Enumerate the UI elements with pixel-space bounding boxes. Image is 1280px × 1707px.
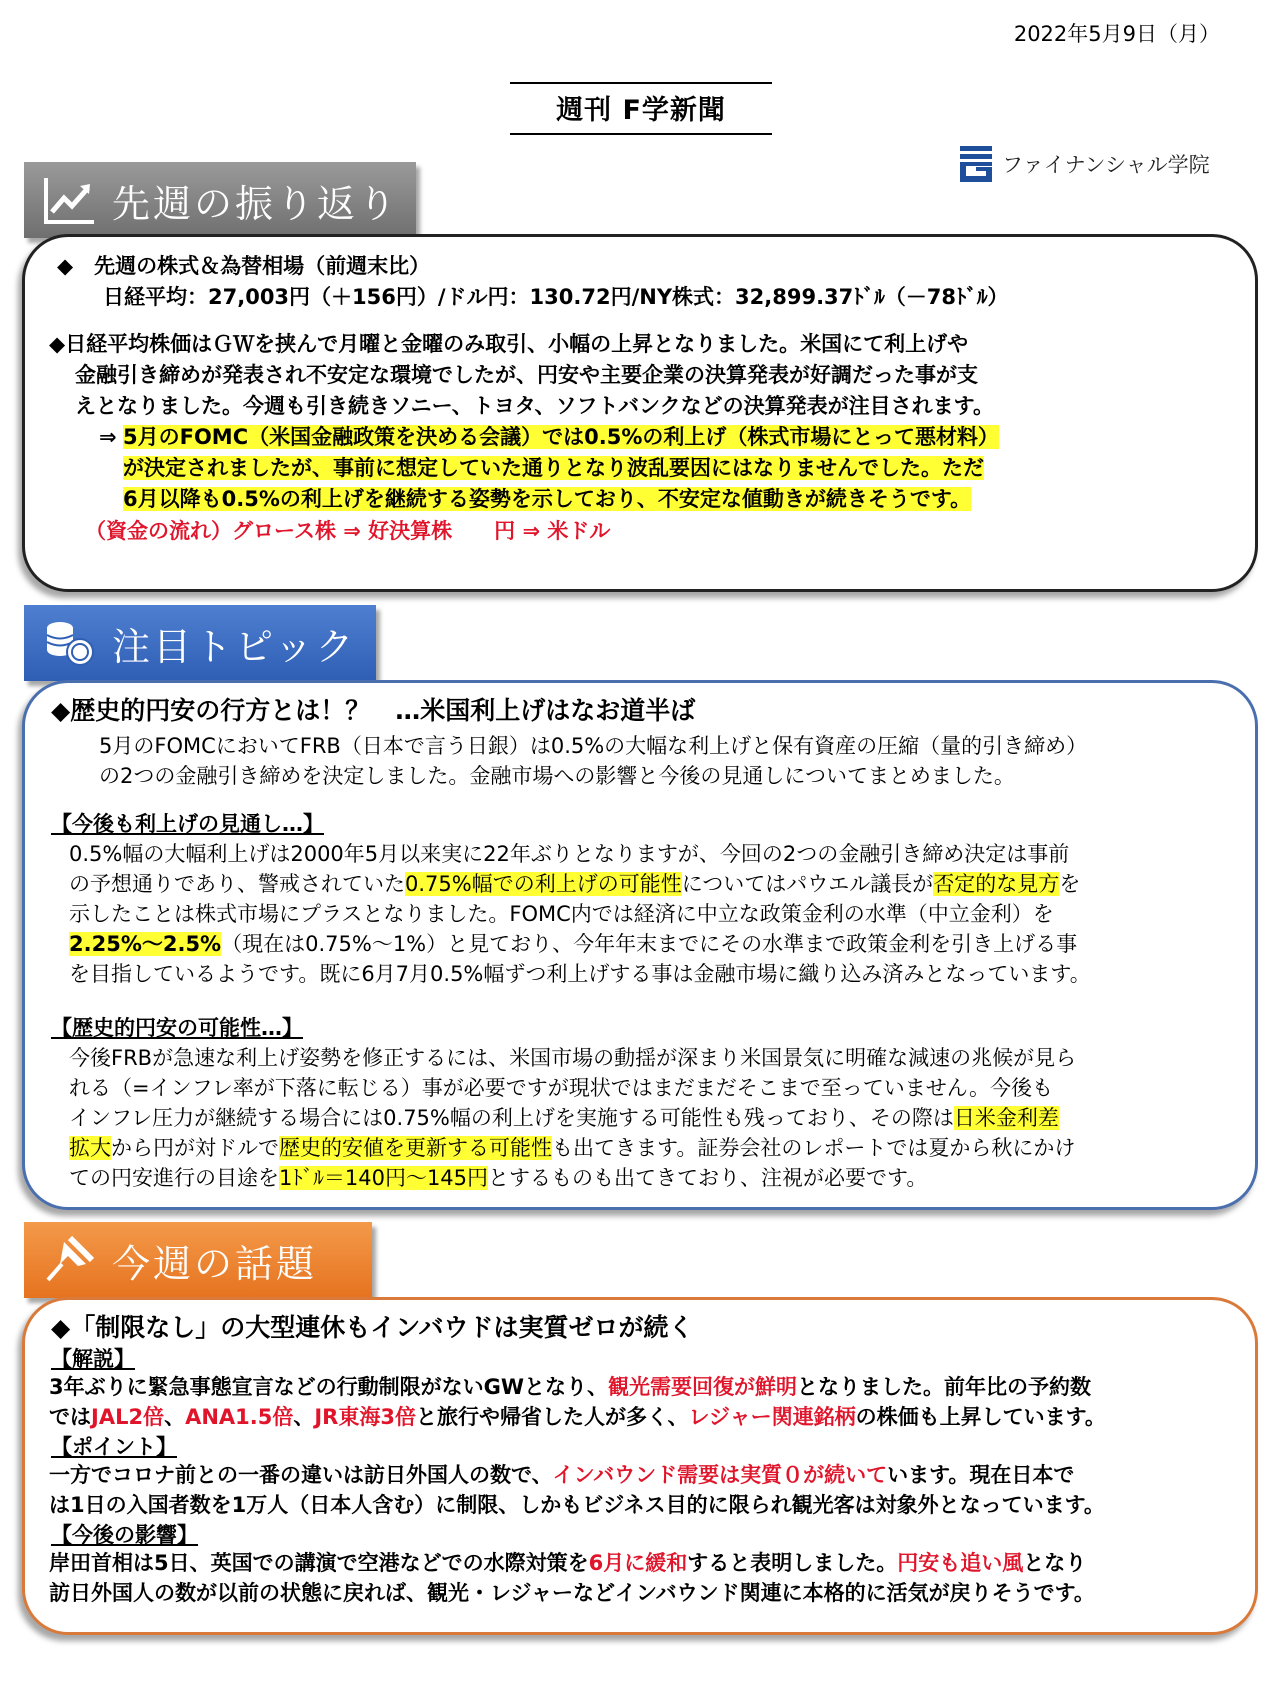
weekly-para-line: 訪日外国人の数が以前の状態に戻れば、観光・レジャーなどインバウンド関連に本格的に活気が戻りそうです。	[49, 1581, 1095, 1605]
weekly-para-line: は1日の入国者数を1万人（日本人含む）に制限、しかもビジネス目的に限られ観光客は対象外となっています。	[49, 1493, 1105, 1517]
pushpin-icon	[38, 1234, 102, 1286]
section-title: 今週の話題	[112, 1241, 318, 1286]
newspaper-title: 週刊 F学新聞	[510, 82, 772, 135]
weekly-para-line: ではJAL2倍、ANA1.5倍、JR東海3倍と旅行や帰省した人が多く、レジャー関連銘柄の株価も上昇しています。	[49, 1405, 1106, 1429]
section-header-weekly	[24, 1222, 372, 1298]
topic-intro-line: の2つの金融引き締めを決定しました。金融市場への影響と今後の見通しについてまとめました。	[99, 764, 1015, 788]
market-heading: ◆ 先週の株式＆為替相場（前週末比）	[57, 254, 431, 278]
topic-box	[22, 680, 1258, 1210]
review-paragraph-line: 金融引き締めが発表され不安定な環境でしたが、円安や主要企業の決算発表が好調だった事が支	[75, 363, 978, 387]
topic-subheading: 【今後も利上げの見通し…】	[51, 812, 324, 836]
company-logo	[958, 144, 1210, 184]
review-paragraph-line: ◆日経平均株価はＧＷを挟んで月曜と金曜のみ取引、小幅の上昇となりました。米国にて利上げや	[49, 332, 969, 356]
weekly-para-line: 一方でコロナ前との一番の違いは訪日外国人の数で、インバウンド需要は実質０が続いています。現在日本で	[49, 1463, 1075, 1487]
issue-date: 2022年5月9日（月）	[1013, 22, 1220, 46]
weekly-subheading: 【今後の影響】	[51, 1523, 198, 1547]
section-header-topic	[24, 605, 376, 681]
section-header-review	[24, 162, 416, 238]
section-title: 先週の振り返り	[112, 181, 400, 226]
topic-subheading: 【歴史的円安の可能性…】	[51, 1016, 303, 1040]
review-note-line: 5月のFOMC（米国金融政策を決める会議）では0.5%の利上げ（株式市場にとって悪材料）	[123, 425, 999, 449]
review-note-line: 6月以降も0.5%の利上げを継続する姿勢を示しており、不安定な値動きが続きそうです。	[123, 487, 972, 511]
market-values: 日経平均：27,003円（＋156円）/ドル円：130.72円/NY株式：32,899.37ﾄﾞﾙ（－78ﾄﾞﾙ）	[103, 285, 1009, 309]
topic-para-line: れる（=インフレ率が下落に転じる）事が必要ですが現状ではまだまだそこまで至っていません。今後も	[69, 1076, 1054, 1100]
weekly-box	[22, 1297, 1258, 1635]
review-paragraph-line: えとなりました。今週も引き続きソニー、トヨタ、ソフトバンクなどの決算発表が注目されます。	[75, 394, 994, 418]
topic-headline: ◆歴史的円安の行方とは！？ …米国利上げはなお道半ば	[51, 696, 696, 725]
weekly-headline: ◆「制限なし」の大型連休もインバウドは実質ゼロが続く	[51, 1313, 694, 1342]
chart-up-icon	[38, 174, 102, 226]
topic-para-line: 2.25%～2.5%（現在は0.75%～1%）と見ており、今年年末までにその水準まで政策金利を引き上げる事	[69, 932, 1078, 956]
weekly-para-line: 3年ぶりに緊急事態宣言などの行動制限がないGWとなり、観光需要回復が鮮明となりました。前年比の予約数	[49, 1375, 1092, 1399]
logo-mark-icon	[958, 144, 994, 184]
topic-para-line: 0.5%幅の大幅利上げは2000年5月以来実に22年ぶりとなりますが、今回の2つの金融引き締め決定は事前	[69, 842, 1070, 866]
topic-para-line: インフレ圧力が継続する場合には0.75%幅の利上げを実施する可能性も残っており、その際は日米金利差	[69, 1106, 1059, 1130]
topic-para-line: ての円安進行の目途を1ﾄﾞﾙ＝140円～145円とするものも出てきており、注視が必要です。	[69, 1166, 928, 1190]
weekly-subheading: 【ポイント】	[51, 1435, 177, 1459]
topic-para-line: 示したことは株式市場にプラスとなりました。FOMC内では経済に中立な政策金利の水準（中立金利）を	[69, 902, 1054, 926]
review-box	[22, 234, 1258, 592]
topic-para-line: を目指しているようです。既に6月7月0.5%幅ずつ利上げする事は金融市場に織り込み済みとなっています。	[69, 962, 1091, 986]
coins-icon	[38, 618, 102, 668]
topic-para-line: の予想通りであり、警戒されていた0.75%幅での利上げの可能性についてはパウエル議長が否定的な見方を	[69, 872, 1081, 896]
logo-text: ファイナンシャル学院	[1002, 153, 1210, 177]
topic-para-line: 拡大から円が対ドルで歴史的安値を更新する可能性も出てきます。証券会社のレポートでは夏から秋にかけ	[69, 1136, 1076, 1160]
money-flow: （資金の流れ）グロース株 ⇒ 好決算株 円 ⇒ 米ドル	[85, 519, 611, 543]
topic-intro-line: 5月のFOMCにおいてFRB（日本で言う日銀）は0.5%の大幅な利上げと保有資産の圧縮（量的引き締め）	[99, 734, 1088, 758]
weekly-para-line: 岸田首相は5日、英国での講演で空港などでの水際対策を6月に緩和すると表明しました。円安も追い風となり	[49, 1551, 1087, 1575]
arrow-mark: ⇒	[99, 425, 117, 449]
topic-para-line: 今後FRBが急速な利上げ姿勢を修正するには、米国市場の動揺が深まり米国景気に明確な減速の兆候が見ら	[69, 1046, 1077, 1070]
review-note-line: が決定されましたが、事前に想定していた通りとなり波乱要因にはなりませんでした。ただ	[123, 456, 984, 480]
section-title: 注目トピック	[112, 624, 357, 669]
weekly-subheading: 【解説】	[51, 1347, 135, 1371]
